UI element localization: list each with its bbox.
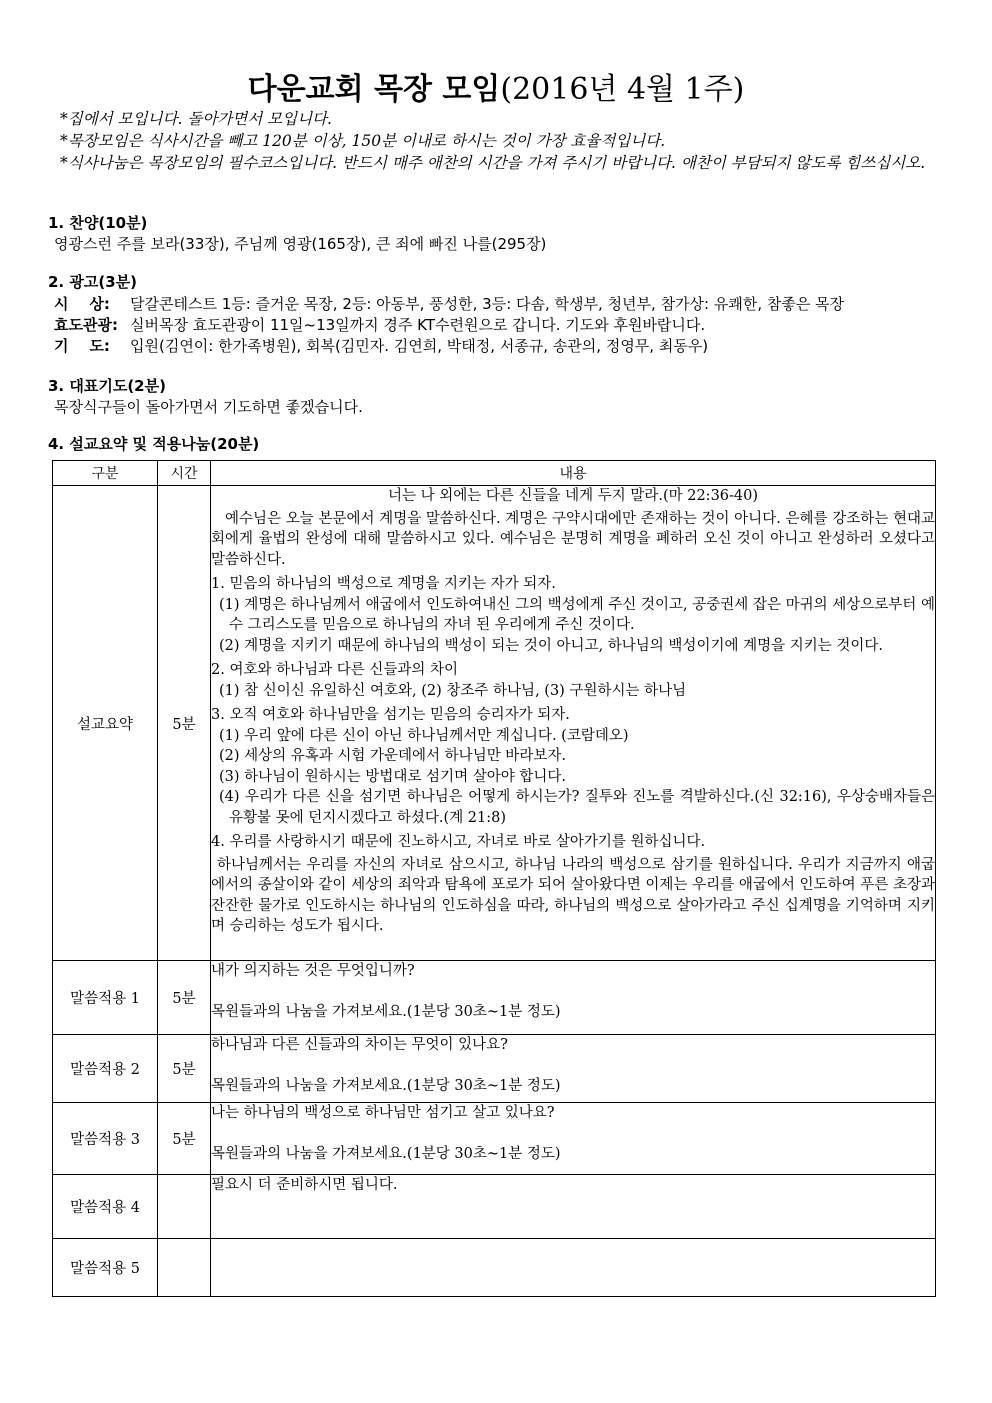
row-label: 말씀적용 2	[53, 1035, 158, 1103]
point-item: (4) 우리가 다른 신을 섬기면 하나님은 어떻게 하시는가? 질투와 진노를 격발하신다.(신 32:16), 우상숭배자들은 유황불 못에 던지시겠다고 하셨다.(계 21:8)	[219, 789, 935, 826]
announcement-text: 실버목장 효도관광이 11일~13일까지 경주 KT수련원으로 갑니다. 기도와 후원바랍니다.	[130, 316, 706, 334]
point-heading: 1. 믿음의 하나님의 백성으로 계명을 지키는 자가 되자.	[211, 576, 556, 592]
point-paragraph: 하나님께서는 우리를 자신의 자녀로 삼으시고, 하나님 나라의 백성으로 삼기를 원하십니다. 우리가 지금까지 애굽에서의 종살이와 같이 세상의 죄악과 탐욕에 포로가 되어 살아왔다면 이제는 우리를 애굽에서 인도하여 푸른 초장과 잔잔한 물가로 인도하시는 하나님의 인도하심을 따라, 하나님의 백성으로 살아가라고 주신 십계명을 기억하며 지키며 승리하는 성도가 됩시다.	[211, 856, 935, 934]
application-content	[211, 1103, 936, 1175]
section-3-body: 목장식구들이 돌아가면서 기도하면 좋겠습니다.	[54, 398, 363, 416]
application-content	[211, 1239, 936, 1297]
table-row	[53, 1175, 936, 1239]
row-label: 말씀적용 1	[53, 961, 158, 1035]
announcement-row	[54, 294, 944, 315]
application-content	[211, 961, 936, 1035]
sermon-summary	[211, 486, 936, 961]
application-note: 목원들과의 나눔을 가져보세요.(1분당 30초~1분 정도)	[211, 1145, 561, 1162]
row-time: 5분	[158, 1103, 211, 1175]
title-date: (2016년 4월 1주)	[500, 72, 745, 107]
point-heading: 3. 오직 여호와 하나님만을 섬기는 믿음의 승리자가 되자.	[211, 707, 570, 723]
application-question: 하나님과 다른 신들과의 차이는 무엇이 있나요?	[211, 1037, 508, 1053]
point-item: (1) 계명은 하나님께서 애굽에서 인도하여내신 그의 백성에게 주신 것이고, 공중권세 잡은 마귀의 세상으로부터 예수 그리스도를 믿음으로 하나님의 자녀 된 우리에게 주신 것이다.	[219, 596, 935, 633]
section-3-heading: 3. 대표기도(2분)	[48, 377, 166, 395]
point-item: (3) 하나님이 원하시는 방법대로 섬기며 살아야 합니다.	[219, 768, 566, 785]
table-row	[53, 1103, 936, 1175]
announcement-label: 시 상:	[54, 295, 110, 313]
announcement-row	[54, 336, 944, 357]
row-label: 말씀적용 3	[53, 1103, 158, 1175]
note-1: *집에서 모입니다. 돌아가면서 모입니다.	[60, 110, 332, 128]
column-header: 시간	[158, 461, 211, 486]
section-1-body: 영광스런 주를 보라(33장), 주님께 영광(165장), 큰 죄에 빠진 나를(295장)	[54, 235, 547, 253]
row-label: 설교요약	[53, 486, 158, 961]
application-content	[211, 1175, 936, 1239]
table-row	[53, 1035, 936, 1103]
page-title	[0, 72, 992, 108]
announcement-text: 입원(김연이: 한가족병원), 회복(김민자. 김연희, 박태정, 서종규, 송관의, 정영무, 최동우)	[130, 337, 709, 355]
guidance-notes	[52, 108, 946, 174]
table-header-row	[53, 461, 936, 486]
announcement-label: 기 도:	[54, 337, 110, 355]
note-2: *목장모임은 식사시간을 빼고 120분 이상, 150분 이내로 하시는 것이 가장 효율적입니다.	[60, 132, 666, 150]
application-note: 목원들과의 나눔을 가져보세요.(1분당 30초~1분 정도)	[211, 1077, 561, 1094]
application-question: 필요시 더 준비하시면 됩니다.	[211, 1177, 398, 1193]
column-header: 구분	[53, 461, 158, 486]
point-heading: 2. 여호와 하나님과 다른 신들과의 차이	[211, 662, 458, 678]
sermon-intro: 예수님은 오늘 본문에서 계명을 말씀하신다. 계명은 구약시대에만 존재하는 것이 아니다. 은혜를 강조하는 현대교회에게 율법의 완성에 대해 말씀하시고 있다. 예수님은 분명히 계명을 폐하러 오신 것이 아니고 완성하러 오셨다고 말씀하신다.	[211, 510, 935, 568]
row-time	[158, 1175, 211, 1239]
section-4-heading: 4. 설교요약 및 적용나눔(20분)	[48, 435, 260, 453]
note-3: *식사나눔은 목장모임의 필수코스입니다. 반드시 매주 애찬의 시간을 가져 주시기 바랍니다. 애찬이 부담되지 않도록 힘쓰십시오.	[60, 154, 926, 172]
title-main: 다운교회 목장 모임	[247, 72, 501, 107]
row-time: 5분	[158, 961, 211, 1035]
column-header: 내용	[211, 461, 936, 486]
point-item: (2) 계명을 지키기 때문에 하나님의 백성이 되는 것이 아니고, 하나님의 백성이기에 계명을 지키는 것이다.	[219, 637, 883, 654]
table-row	[53, 1239, 936, 1297]
announcement-label: 효도관광:	[54, 316, 118, 334]
announcement-text: 달갈콘테스트 1등: 즐거운 목장, 2등: 아동부, 풍성한, 3등: 다솜, 학생부, 청년부, 참가상: 유쾌한, 참좋은 목장	[130, 295, 845, 313]
announcements	[54, 294, 944, 357]
row-time: 5분	[158, 1035, 211, 1103]
point-item: (1) 참 신이신 유일하신 여호와, (2) 창조주 하나님, (3) 구원하시는 하나님	[219, 682, 687, 699]
row-label: 말씀적용 5	[53, 1239, 158, 1297]
point-item: (2) 세상의 유혹과 시험 가운데에서 하나님만 바라보자.	[219, 748, 566, 764]
table-row	[53, 961, 936, 1035]
sermon-title: 너는 나 외에는 다른 신들을 네게 두지 말라.(마 22:36-40)	[387, 488, 759, 504]
point-item: (1) 우리 앞에 다른 신이 아닌 하나님께서만 계십니다. (코람데오)	[219, 727, 629, 744]
application-content	[211, 1035, 936, 1103]
application-note: 목원들과의 나눔을 가져보세요.(1분당 30초~1분 정도)	[211, 1003, 561, 1020]
table-row	[53, 486, 936, 961]
application-question: 내가 의지하는 것은 무엇입니까?	[211, 963, 415, 979]
announcement-row	[54, 315, 944, 336]
point-heading: 4. 우리를 사랑하시기 때문에 진노하시고, 자녀로 바로 살아가기를 원하십니다.	[211, 834, 706, 850]
row-label: 말씀적용 4	[53, 1175, 158, 1239]
sermon-table	[52, 460, 936, 1297]
section-2-heading: 2. 광고(3분)	[48, 273, 137, 291]
row-time	[158, 1239, 211, 1297]
section-1-heading: 1. 찬양(10분)	[48, 214, 148, 232]
row-time: 5분	[158, 486, 211, 961]
application-question: 나는 하나님의 백성으로 하나님만 섬기고 살고 있나요?	[211, 1105, 555, 1121]
